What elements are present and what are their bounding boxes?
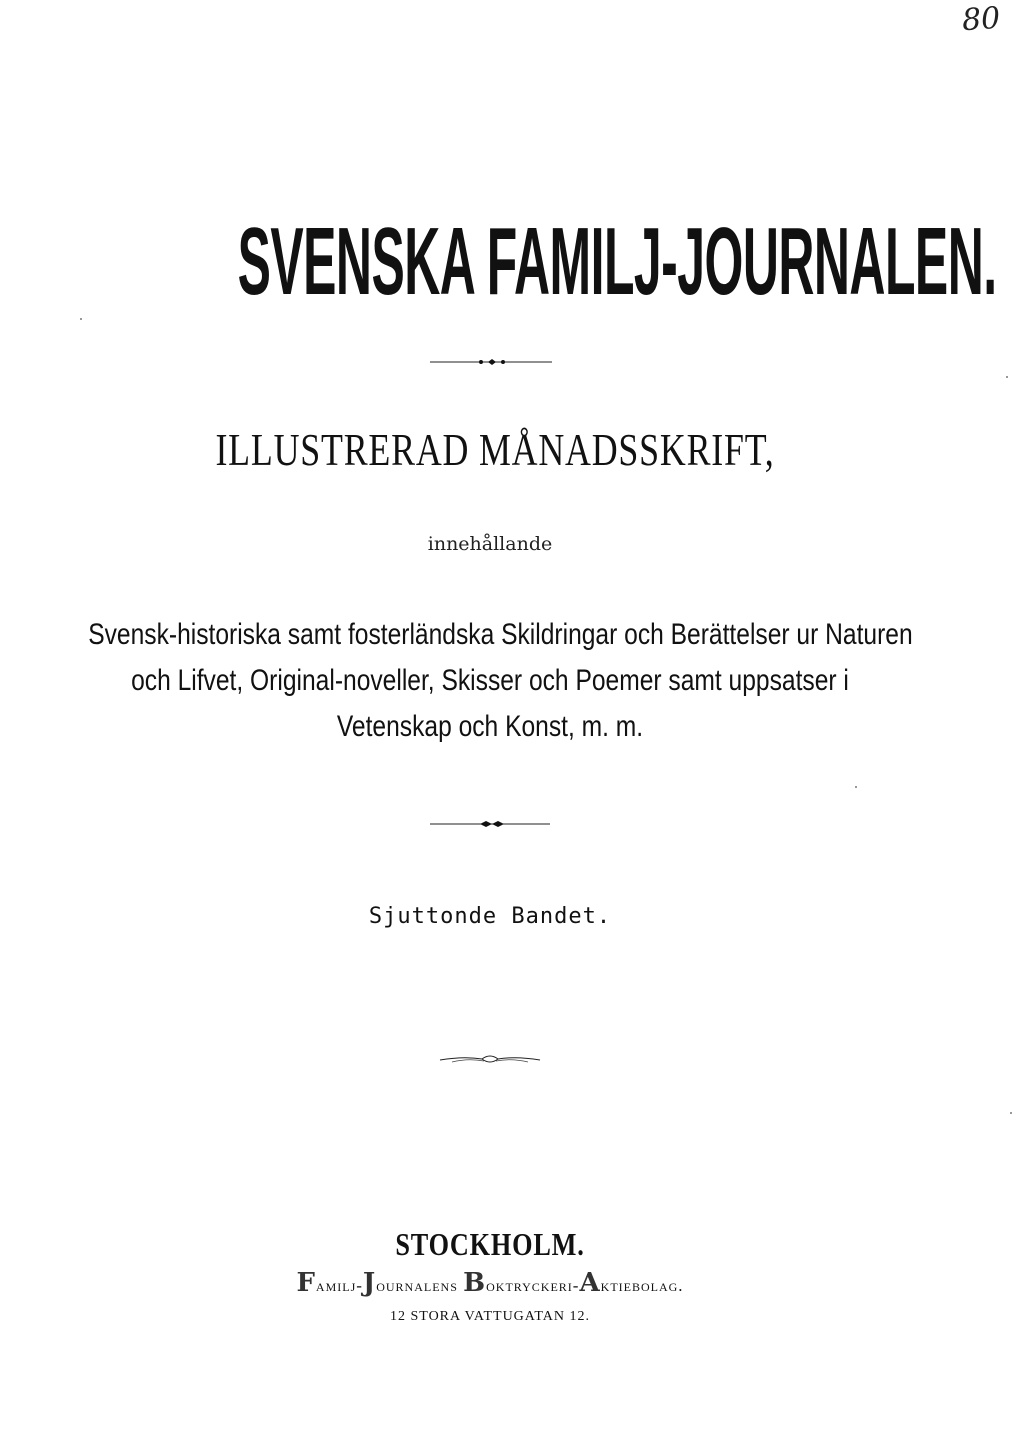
publication-city: STOCKHOLM. xyxy=(395,1226,585,1262)
rule-ornament-diamond xyxy=(480,821,492,827)
contains-label: innehållande xyxy=(427,533,553,555)
ornamental-rule-middle xyxy=(428,818,552,830)
volume-label: Sjuttonde Bandet. xyxy=(368,904,612,929)
paper-speck xyxy=(855,786,857,788)
printer-address: 12 STORA VATTUGATAN 12. xyxy=(389,1309,591,1324)
paper-speck xyxy=(80,318,82,320)
printer-word-4: ktiebolag. xyxy=(600,1276,684,1295)
contents-description xyxy=(88,612,913,750)
printer-word-2: ournalens xyxy=(376,1276,464,1295)
printer-word-3: oktryckeri- xyxy=(486,1276,580,1295)
description-line-3: Vetenskap och Konst, m. m. xyxy=(336,710,644,743)
handwritten-page-number: 80 xyxy=(960,0,1002,39)
printer-imprint xyxy=(0,1270,980,1299)
printer-initial-a: A xyxy=(579,1268,601,1298)
ornamental-rule-bottom xyxy=(438,1052,542,1066)
rule-ornament-diamond xyxy=(488,359,496,365)
printer-initial-b: B xyxy=(463,1268,487,1298)
rule-ornament-diamond xyxy=(492,821,504,827)
journal-title: SVENSKA FAMILJ-JOURNALEN. xyxy=(237,208,997,315)
printer-initial-j: J xyxy=(362,1268,377,1298)
journal-subtitle: ILLUSTRERAD MÅNADSSKRIFT, xyxy=(215,424,775,475)
description-line-2: och Lifvet, Original-noveller, Skisser och Poemer samt uppsatser i xyxy=(131,664,849,697)
rule-ornament-dot xyxy=(479,360,483,364)
rule-ornament-dot xyxy=(501,360,505,364)
ornamental-rule-top xyxy=(428,356,554,368)
description-line-1: Svensk-historiska samt fosterländska Skildringar och Berättelser ur Naturen xyxy=(88,618,913,651)
printer-word-1: amilj- xyxy=(315,1276,363,1295)
paper-speck xyxy=(1006,376,1008,378)
paper-speck xyxy=(1010,1112,1012,1114)
rule-ornament-flourish xyxy=(482,1056,498,1062)
printer-initial-f: F xyxy=(296,1268,316,1298)
